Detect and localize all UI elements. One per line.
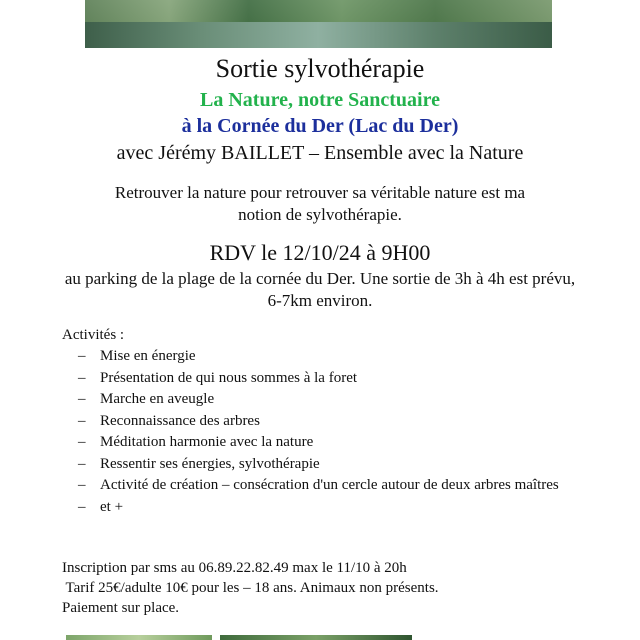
subtitle-green: La Nature, notre Sanctuaire	[200, 89, 440, 111]
list-item	[78, 454, 578, 476]
list-item	[78, 346, 578, 368]
forest-photo-left	[66, 635, 212, 640]
activity-text: Présentation de qui nous sommes à la foret	[100, 369, 358, 386]
activity-text: Méditation harmonie avec la nature	[100, 434, 314, 450]
list-item	[78, 497, 578, 519]
intro-text: Retrouver la nature pour retrouver sa véritable nature est ma notion de sylvothérapie.	[114, 183, 526, 224]
list-item	[78, 389, 578, 411]
dash-bullet: –	[78, 369, 86, 386]
activity-text: Ressentir ses énergies, sylvothérapie	[100, 455, 320, 472]
dash-bullet: –	[78, 391, 86, 407]
activity-text: Marche en aveugle	[100, 391, 215, 407]
list-item	[78, 368, 578, 390]
payment-info: Paiement sur place.	[62, 600, 180, 616]
forest-photo-right	[220, 635, 412, 640]
list-item	[78, 475, 570, 497]
pricing-info: Tarif 25€/adulte 10€ pour les – 18 ans. Animaux non présents.	[62, 580, 439, 596]
dash-bullet: –	[78, 455, 86, 472]
rdv-line: RDV le 12/10/24 à 9H00	[209, 240, 431, 265]
activity-text: Mise en énergie	[100, 348, 196, 364]
lake-photo	[85, 0, 552, 48]
dash-bullet: –	[78, 348, 86, 364]
activities-list	[78, 346, 578, 518]
dash-bullet: –	[78, 498, 86, 515]
dash-bullet: –	[78, 412, 86, 429]
dash-bullet: –	[78, 477, 86, 493]
subtitle-location: à la Cornée du Der (Lac du Der)	[181, 115, 459, 137]
list-item	[78, 432, 578, 454]
activity-text: Activité de création – consécration d'un cercle autour de deux arbres maîtres	[100, 477, 559, 493]
tree-line	[85, 0, 552, 22]
organizer-line: avec Jérémy BAILLET – Ensemble avec la Nature	[116, 142, 524, 164]
activities-label: Activités :	[62, 327, 125, 343]
page-title: Sortie sylvothérapie	[215, 54, 425, 83]
activity-text: Reconnaissance des arbres	[100, 412, 260, 429]
dash-bullet: –	[78, 434, 86, 450]
meeting-place: au parking de la plage de la cornée du Der. Une sortie de 3h à 4h est prévu, 6-7km environ.	[64, 269, 576, 310]
lake-water	[85, 22, 552, 48]
activity-text: et +	[100, 498, 124, 515]
list-item	[78, 411, 578, 433]
registration-info: Inscription par sms au 06.89.22.82.49 max le 11/10 à 20h	[62, 560, 407, 576]
